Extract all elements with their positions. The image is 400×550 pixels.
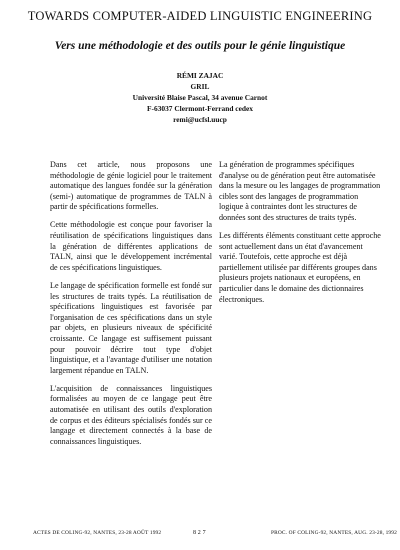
author-city: F-63037 Clermont-Ferrand cedex (147, 104, 253, 113)
author-group: GRIL (190, 82, 210, 91)
footer-left: ACTES DE COLING-92, NANTES, 23-28 AOÛT 1992 (33, 530, 162, 536)
footer-right: PROC. OF COLING-92, NANTES, AUG. 23-28, 1992 (271, 530, 397, 536)
paragraph: La génération de programmes spécifiques d'analyse ou de génération peut être automatisée dans la mesure ou les langages de programmation cibles sont des langages de programmation logique à contraintes dont les structures de données sont des structures de traits typés. (219, 160, 381, 222)
paragraph: Les différents éléments constituant cette approche sont actuellement dans un état d'avancement varié. Toutefois, cette approche est déjà partiellement utilisée par différents groupes dans plusieurs projets nationaux et européens, en particulier dans le domaine des dictionnaires électroniques. (219, 231, 381, 304)
author-block (100, 70, 300, 125)
left-column (50, 160, 212, 455)
page-number: 8 2 7 (193, 530, 206, 536)
paper-title: TOWARDS COMPUTER-AIDED LINGUISTIC ENGINEERING (27, 9, 373, 23)
paper-subtitle: Vers une méthodologie et des outils pour le génie linguistique (54, 40, 346, 52)
paragraph: L'acquisition de connaissances linguistiques formalisées au moyen de ce langage peut être automatisée en utilisant des outils d'exploration de corpus et des éditeurs spécialisés fondés sur ce langage et directement connectés à la base de connaissances linguistiques. (50, 383, 212, 446)
right-column (219, 160, 381, 313)
paragraph: Le langage de spécification formelle est fondé sur les structures de traits typés. La réutilisation de spécifications linguistiques est favorisée par l'organisation de ces spécifications dans un style par objets, en plusieurs niveaux de spécificité croissante. Ce langage est suffisement puissant pour pouvoir décrire tout type d'objet linguistique, et a l'avantage d'utiliser une notation largement répandue en TALN. (50, 280, 212, 375)
author-email: remi@ucfsl.uucp (173, 115, 227, 124)
paragraph: Cette méthodologie est conçue pour favoriser la réutilisation de spécifications linguistiques dans la génération de différentes applications de TALN, ainsi que le développement incrémental de ces spécifications linguistiques. (50, 220, 212, 272)
paragraph: Dans cet article, nous proposons une méthodologie de génie logiciel pour le traitement automatique des langues fondée sur la génération (semi-) automatique de programmes de TALN à partir de spécifications formelles. (50, 160, 212, 212)
author-name: RÉMI ZAJAC (176, 71, 224, 80)
author-university: Université Blaise Pascal, 34 avenue Carnot (132, 93, 268, 102)
